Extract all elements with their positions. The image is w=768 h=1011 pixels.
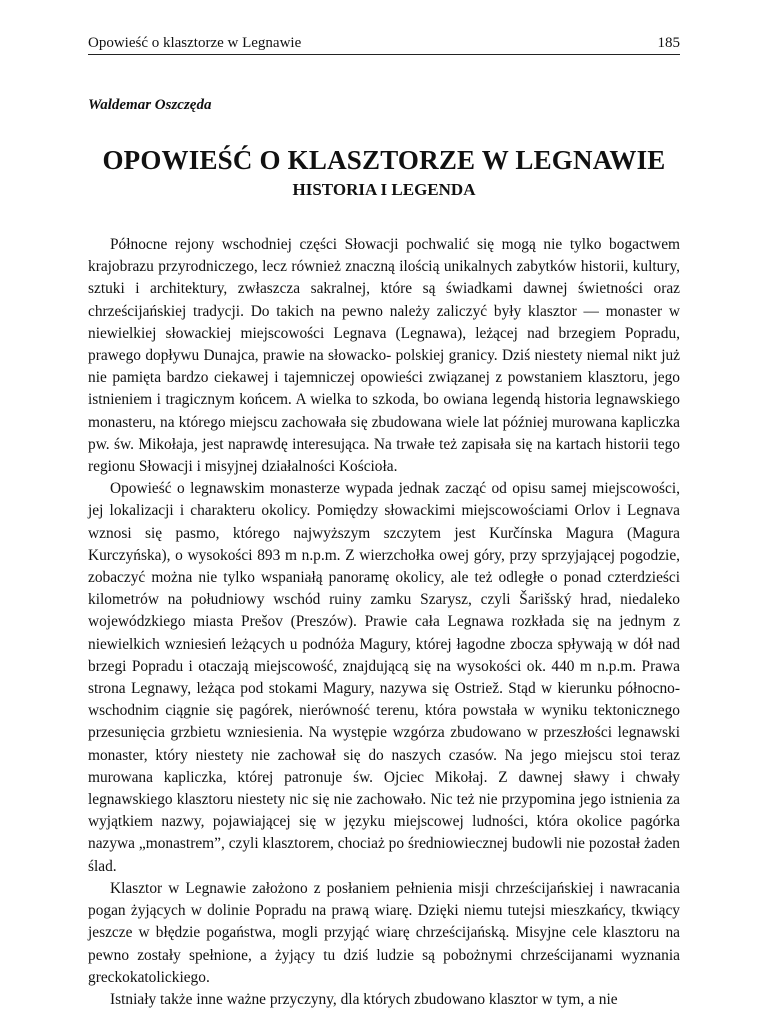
article-body: [88, 234, 680, 1011]
body-paragraph: Opowieść o legnawskim monasterze wypada jednak zacząć od opisu samej miejscowości, jej lokalizacji i charakteru okolicy. Pomiędzy słowackimi miejscowościami Orlov i Legnava wznosi się pasmo, którego najwyższym szczytem jest Kurčínska Magura (Magura Kurczyńska), o wysokości 893 m n.p.m. Z wierzchołka owej góry, przy sprzyjającej pogodzie, zobaczyć można nie tylko wspaniałą panoramę okolicy, ale też odległe o ponad czterdzieści kilometrów na południowy wschód ruiny zamku Szarysz, czyli Šarišský hrad, niedaleko wojewódzkiego miasta Prešov (Preszów). Prawie cała Legnawa rozkłada się na jednym z niewielkich wzniesień leżących u podnóża Magury, której łagodne zbocza spływają w dół nad brzegi Popradu i otaczają miejscowość, znajdującą się na wysokości ok. 440 m n.p.m. Prawa strona Legnawy, leżąca pod stokami Magury, nazywa się Ostriež. Stąd w kierunku północno-wschodnim ciągnie się pagórek, nierówność terenu, która powstała w wyniku tektonicznego przesunięcia grzbietu wzniesienia. Na występie wzgórza zbudowano w przeszłości legnawski monaster, który niestety nie zachował się do naszych czasów. Na jego miejscu stoi teraz murowana kapliczka, której patronuje św. Ojciec Mikołaj. Z dawnej sławy i chwały legnawskiego klasztoru niestety nic się nie zachowało. Nic też nie przypomina jego istnienia za wyjątkiem nazwy, pojawiającej się w języku miejscowej ludności, która okolice pagórka nazywa „monastrem”, czyli klasztorem, chociaż po średniowiecznej budowli nie pozostał żaden ślad.: [88, 480, 680, 875]
article-subtitle: HISTORIA I LEGENDA: [292, 180, 476, 199]
running-header: [88, 30, 680, 55]
body-paragraph: Klasztor w Legnawie założono z posłaniem pełnienia misji chrześcijańskiej i nawracania pogan żyjących w dolinie Popradu na prawą wiarę. Dzięki niemu tutejsi mieszkańcy, tkwiący jeszcze w błędzie pogaństwa, mogli przyjąć wiarę chrześcijańską. Misyjne cele klasztoru na pewno zostały spełnione, a żyjący tu dziś ludzie są pobożnymi chrześcijanami wyznania greckokatolickiego.: [88, 879, 680, 986]
body-paragraph: Istniały także inne ważne przyczyny, dla których zbudowano klasztor w tym, a nie: [110, 990, 618, 1008]
page-number: 185: [657, 35, 680, 51]
running-title: Opowieść o klasztorze w Legnawie: [88, 35, 302, 51]
body-paragraph: Północne rejony wschodniej części Słowacji pochwalić się mogą nie tylko bogactwem krajobrazu przyrodniczego, lecz również znaczną ilością unikalnych zabytków historii, kultury, sztuki i architektury, zwłaszcza sakralnej, które są świadkami dawnej świetności oraz chrześcijańskiej tradycji. Do takich na pewno należy zaliczyć były klasztor — monaster w niewielkiej słowackiej miejscowości Legnava (Legnawa), leżącej nad brzegiem Popradu, prawego dopływu Dunajca, prawie na słowacko- polskiej granicy. Dziś niestety niemal nikt już nie pamięta bardzo ciekawej i tajemniczej opowieści związanej z powstaniem klasztoru, jego istnieniem i tragicznym końcem. A wielka to szkoda, bo owiana legendą historia legnawskiego monasteru, na którego miejscu zachowała się zbudowana wiele lat później murowana kapliczka pw. św. Mikołaja, jest naprawdę interesująca. Na trwałe też zapisała się na kartach historii tego regionu Słowacji i misyjnej działalności Kościoła.: [88, 236, 680, 476]
article-title: OPOWIEŚĆ O KLASZTORZE W LEGNAWIE: [102, 145, 666, 175]
author-name: Waldemar Oszczęda: [88, 97, 212, 113]
